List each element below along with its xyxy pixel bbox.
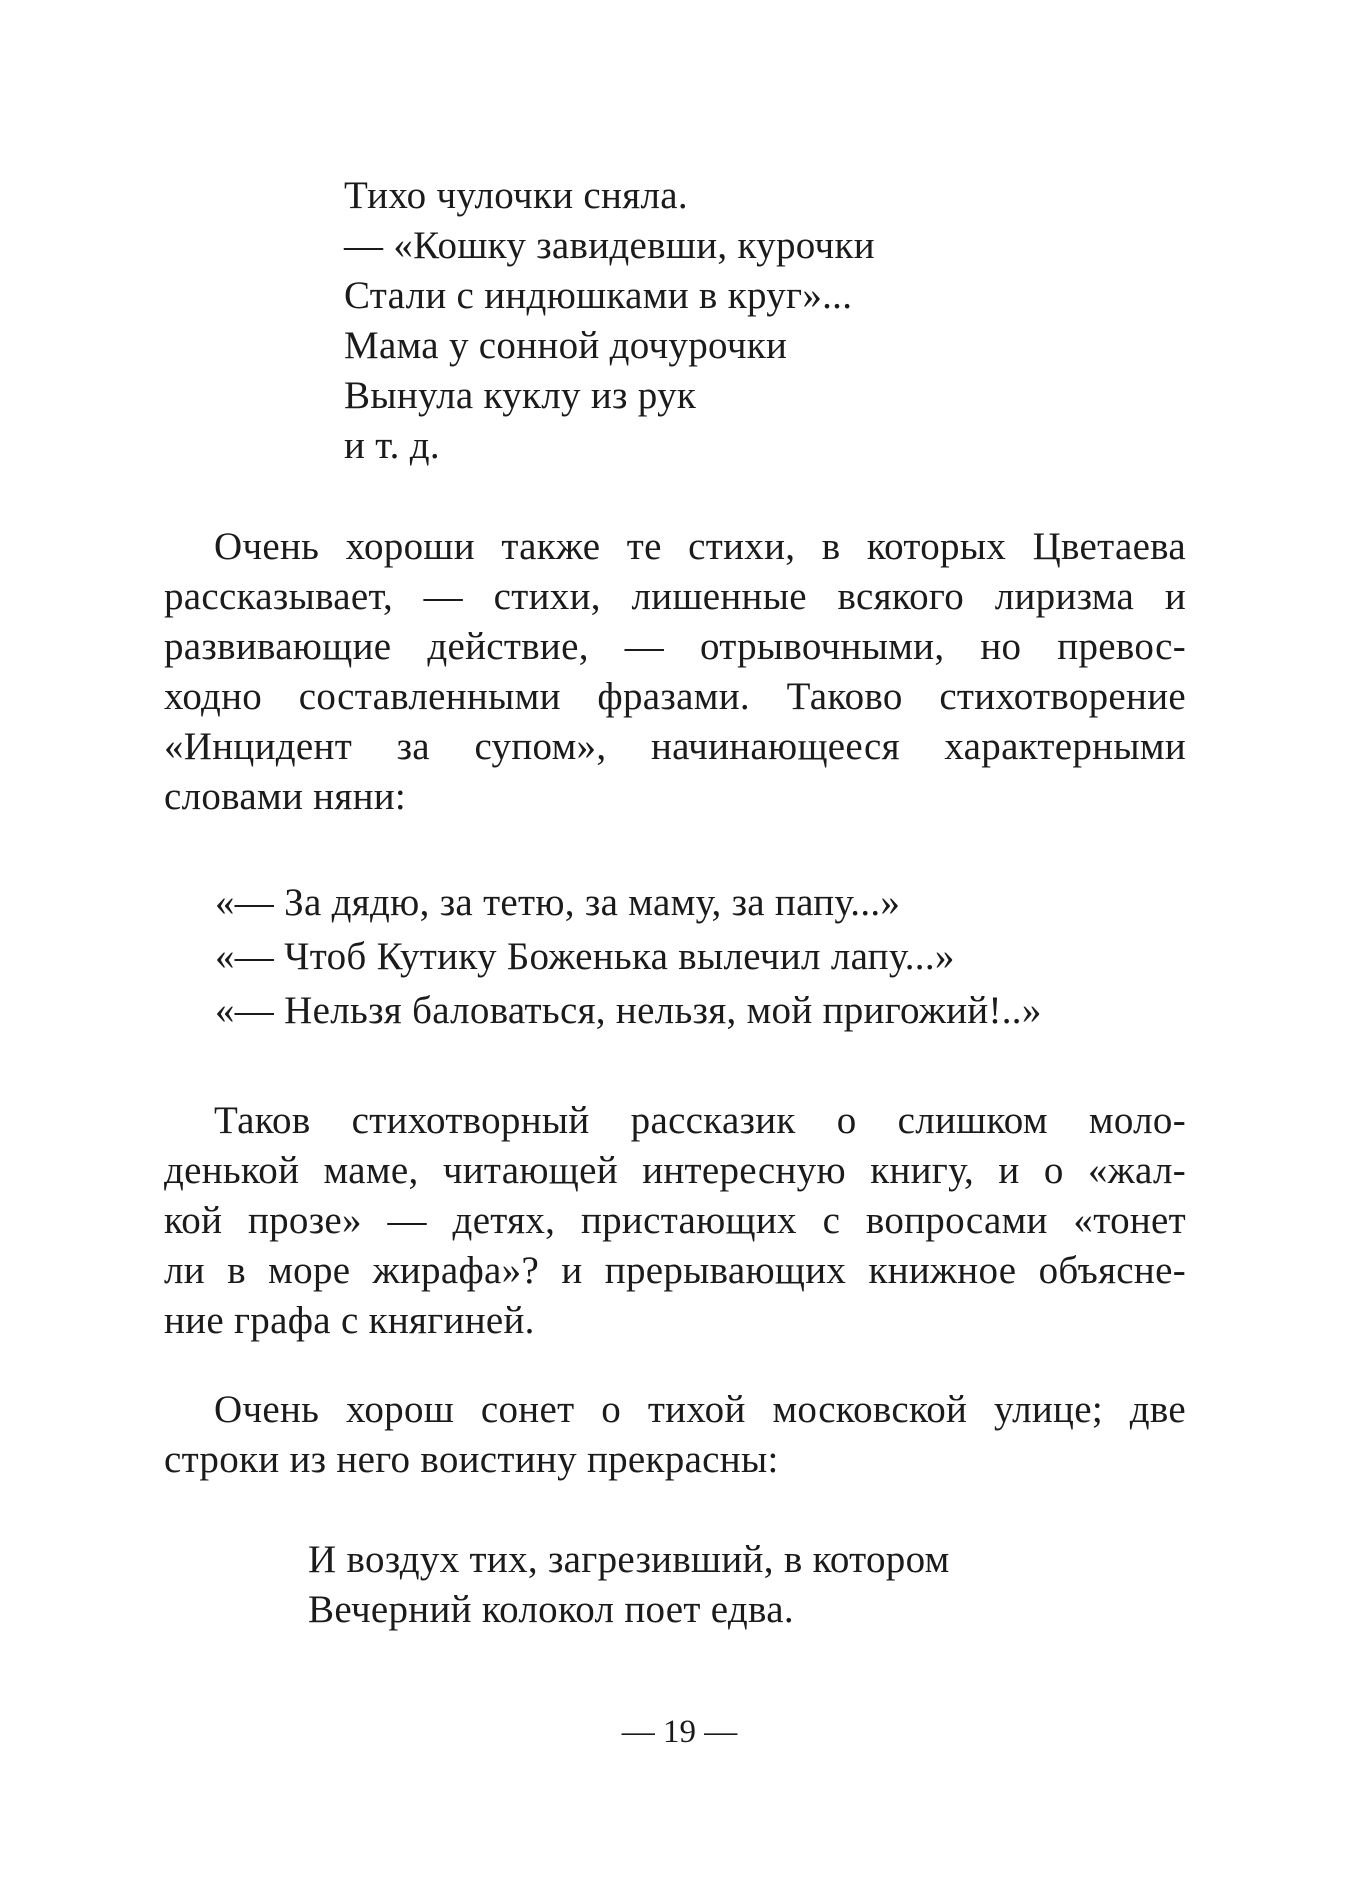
page-number: — 19 — [621, 1714, 738, 1750]
verse-line: «— За дядю, за тетю, за маму, за папу...» [215, 881, 901, 924]
paragraph-line: ли в море жирафа»? и прерывающих книжное объясне- [164, 1249, 1186, 1292]
paragraph-line: развивающие действие, — отрывочными, но превос- [164, 625, 1186, 668]
verse-line: Стали с индюшками в круг»... [344, 274, 853, 317]
verse-line: «— Чтоб Кутику Боженька вылечил лапу...» [215, 935, 955, 978]
verse-line: и т. д. [344, 424, 440, 467]
verse-line: Вынула куклу из рук [344, 374, 697, 417]
verse-line: И воздух тих, загрезивший, в котором [308, 1538, 950, 1581]
paragraph-line: ходно составленными фразами. Таково стихотворение [164, 675, 1186, 718]
verse-quote-3 [308, 1535, 950, 1635]
verse-line: — «Кошку завидевши, курочки [344, 224, 875, 267]
paragraph-line: «Инцидент за супом», начинающееся характерными [164, 725, 1186, 768]
paragraph-line: ние графа с княгиней. [164, 1299, 535, 1342]
paragraph-2 [164, 1096, 1186, 1346]
paragraph-line: Очень хорош сонет о тихой московской улице; две [214, 1388, 1186, 1431]
paragraph-3 [164, 1385, 1186, 1485]
paragraph-line: денькой маме, читающей интересную книгу, и о «жал- [164, 1149, 1186, 1192]
verse-line: Тихо чулочки сняла. [344, 174, 688, 217]
paragraph-line: кой прозе» — детях, пристающих с вопросами «тонет [164, 1199, 1186, 1242]
verse-line: Вечерний колокол поет едва. [308, 1588, 794, 1631]
paragraph-line: рассказывает, — стихи, лишенные всякого лиризма и [164, 575, 1186, 618]
paragraph-line: словами няни: [164, 775, 407, 818]
verse-quote-1 [344, 171, 875, 471]
verse-line: Мама у сонной дочурочки [344, 324, 788, 367]
paragraph-line: строки из него воистину прекрасны: [164, 1438, 779, 1481]
verse-line: «— Нельзя баловаться, нельзя, мой пригожий!..» [215, 989, 1042, 1032]
paragraph-line: Таков стихотворный рассказик о слишком моло- [214, 1099, 1186, 1142]
paragraph-line: Очень хороши также те стихи, в которых Цветаева [214, 525, 1186, 568]
verse-quote-2 [215, 876, 1042, 1038]
paragraph-1 [164, 522, 1186, 822]
